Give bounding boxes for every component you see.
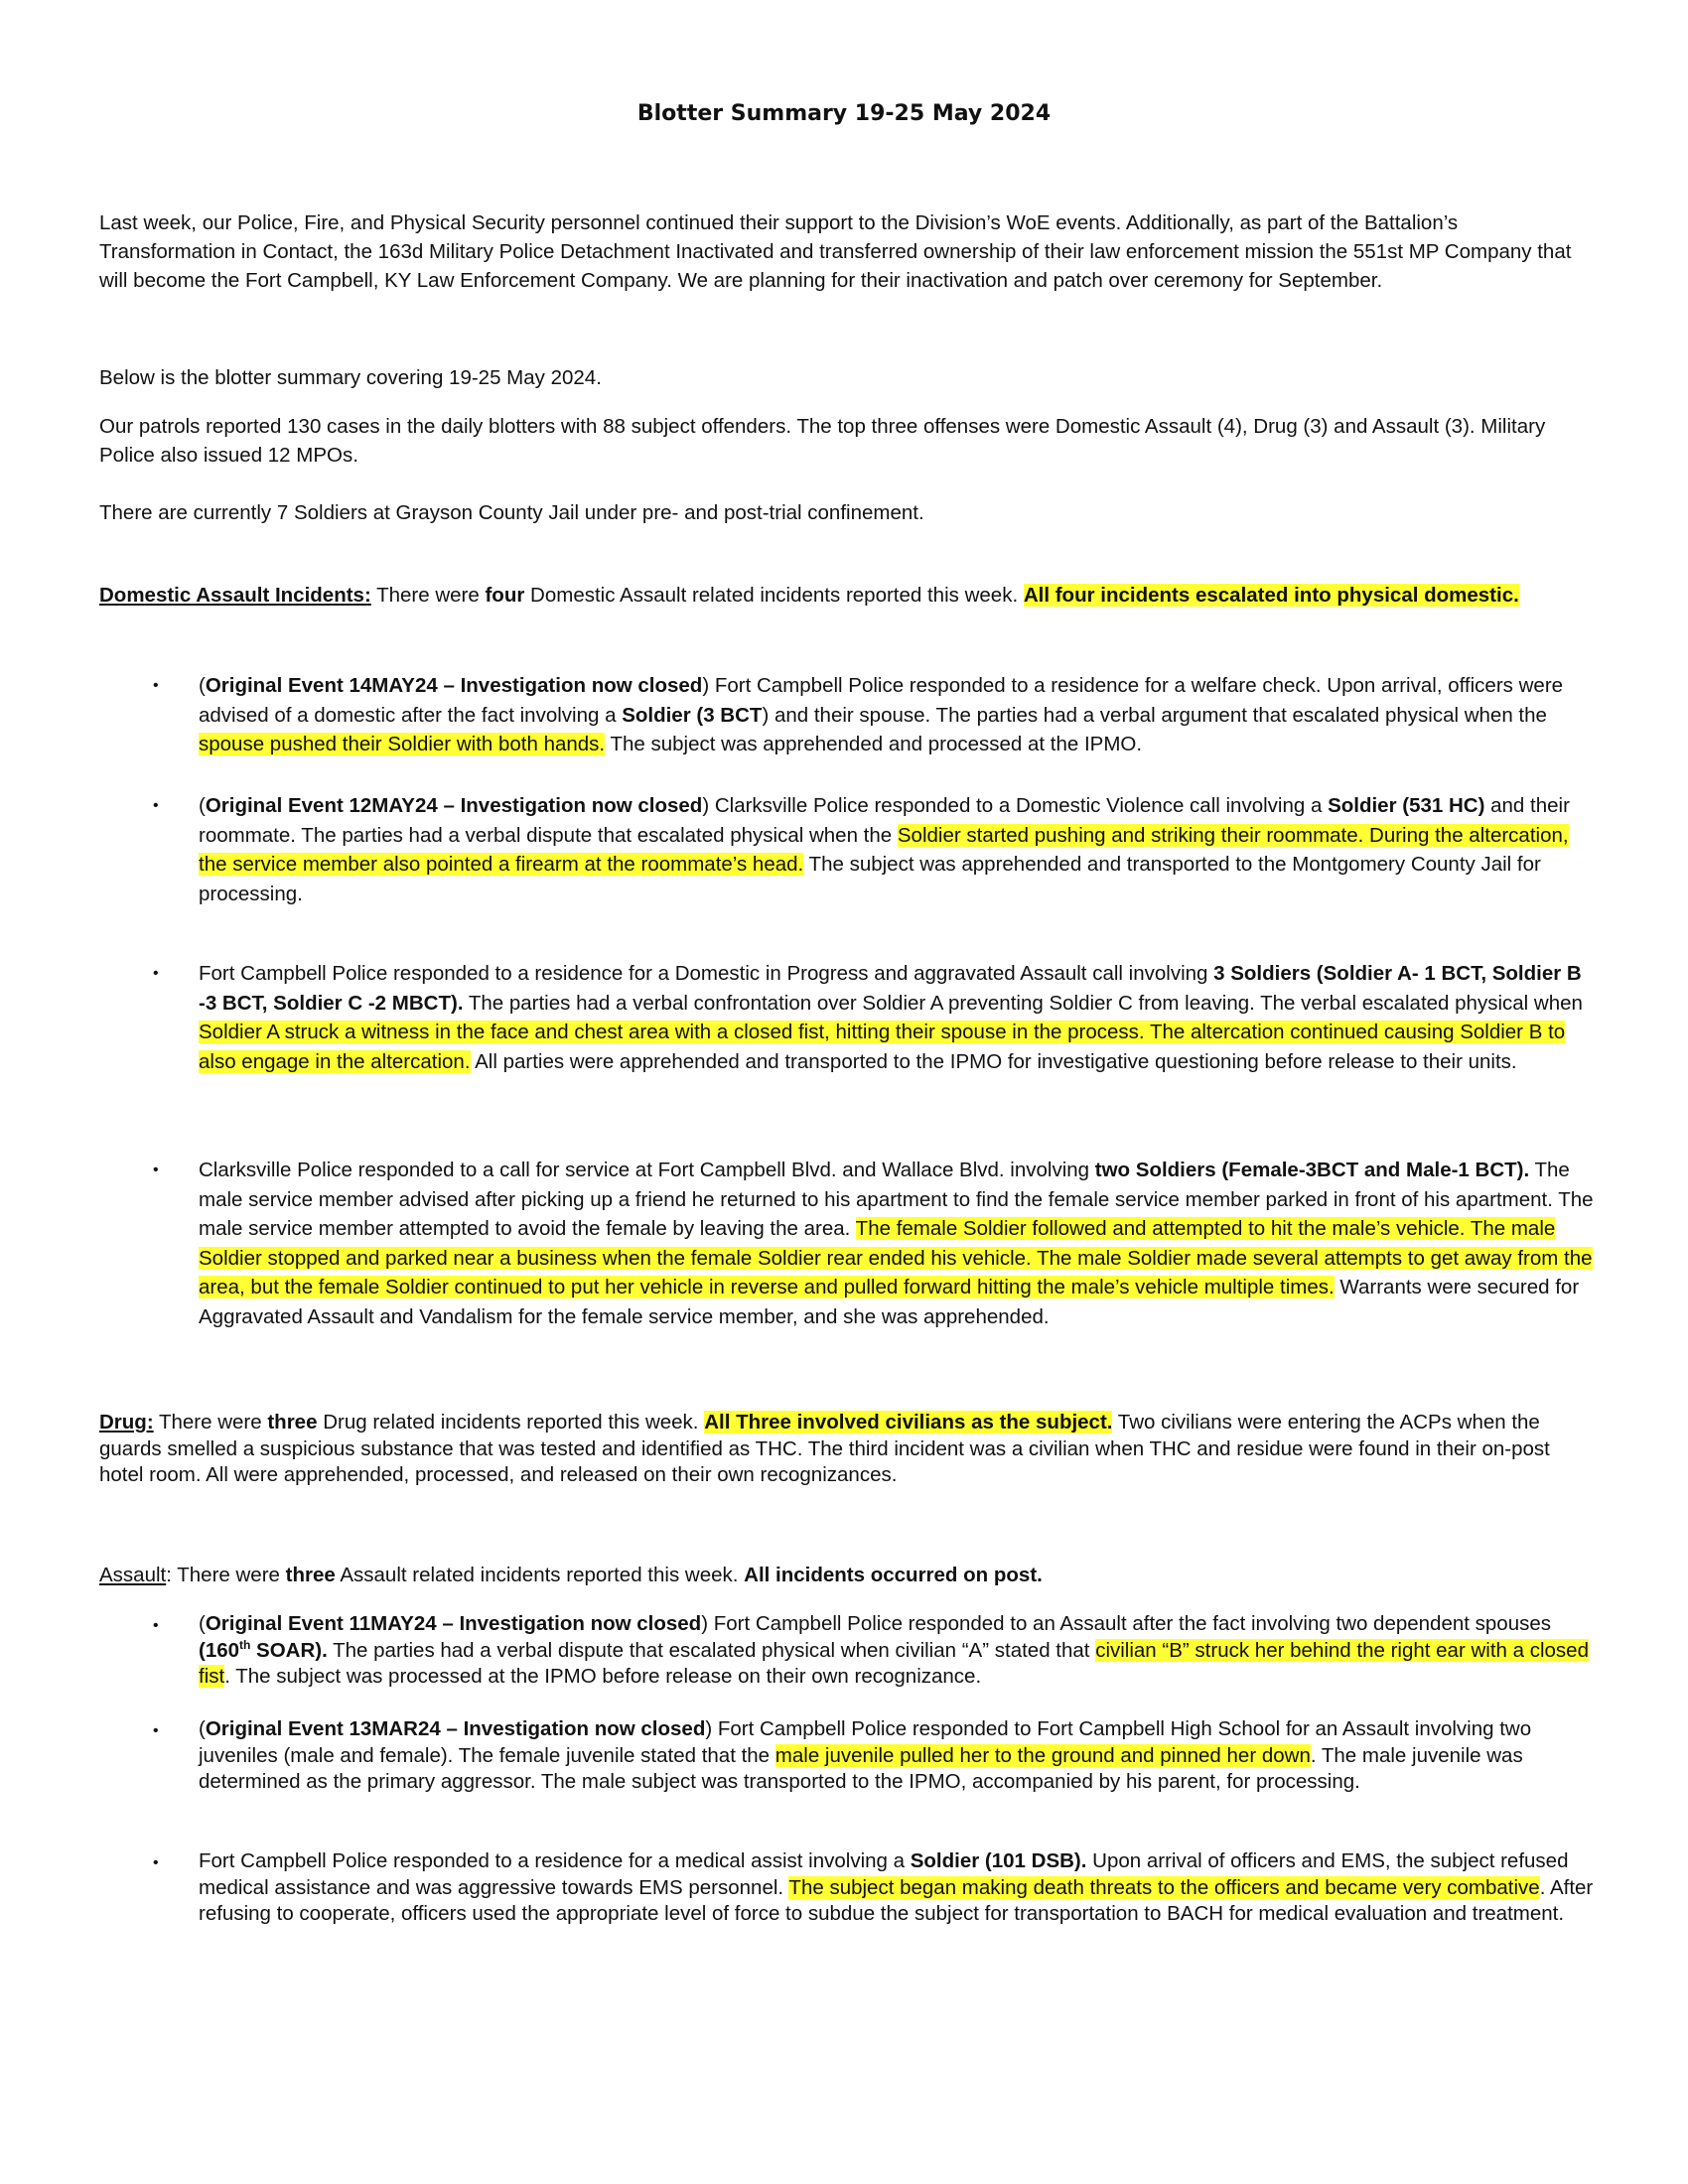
jail-paragraph: There are currently 7 Soldiers at Grayson County Jail under pre- and post-trial confinement. — [99, 501, 924, 524]
bullet-icon: • — [153, 1161, 159, 1178]
bullet-icon: • — [153, 1722, 159, 1739]
bullet-icon: • — [153, 677, 159, 694]
assault-summary: Assault: There were three Assault related incidents reported this week. All incidents occurred on post. — [99, 1564, 1043, 1586]
page-title: Blotter Summary 19-25 May 2024 — [636, 101, 1052, 126]
bullet-icon: • — [153, 1617, 159, 1634]
patrols-paragraph: Our patrols reported 130 cases in the daily blotters with 88 subject offenders. The top three offenses were Domestic Assault (4), Drug (3) and Assault (3). Military Police also issued 12 MPOs. — [99, 415, 1546, 467]
drug-heading: Drug: — [99, 1411, 154, 1433]
domestic-highlight: All four incidents escalated into physical domestic. — [1023, 584, 1519, 607]
covering-paragraph: Below is the blotter summary covering 19-25 May 2024. — [99, 366, 602, 389]
assault-heading: Assault — [99, 1564, 167, 1586]
domestic-heading: Domestic Assault Incidents: — [99, 584, 371, 607]
domestic-summary: Domestic Assault Incidents: There were four Domestic Assault related incidents reported this week. All four incidents escalated into physical domestic. — [99, 584, 1519, 607]
bullet-icon: • — [153, 965, 159, 982]
drug-summary: Drug: There were three Drug related incidents reported this week. All Three involved civilians as the subject. Two civilians were entering the ACPs when the guards smelled a suspicious substance that was tested and identified as THC. The third incident was a civilian when THC and residue were found in their on-post hotel room. All were apprehended, processed, and released on their own recognizances. — [99, 1411, 1550, 1486]
bullet-icon: • — [153, 797, 159, 814]
bullet-icon: • — [153, 1854, 159, 1871]
intro-paragraph: Last week, our Police, Fire, and Physical Security personnel continued their support to the Division’s WoE events. Additionally, as part of the Battalion’s Transformation in Contact, the 163d Military Police Detachment Inactivated and transferred ownership of their law enforcement mission the 551st MP Company that will become the Fort Campbell, KY Law Enforcement Company. We are planning for their inactivation and patch over ceremony for September. — [99, 211, 1572, 292]
drug-highlight: All Three involved civilians as the subject. — [704, 1411, 1113, 1433]
document-page: Blotter Summary 19-25 May 2024 Last week, our Police, Fire, and Physical Security personnel continued their support to the Division’s WoE events. Additionally, as part of the Battalion’s Transformation in Contact, the 163d Military Police Detachment Inactivated and transferred ownership of their law enforcement mission the 551st MP Company that will become the Fort Campbell, KY Law Enforcement Company. We are planning for their inactivation and patch over ceremony for September. Below is the blotter summary covering 19-25 May 2024. Our patrols reported 130 cases in the daily blotters with 88 subject offenders. The top three offenses were Domestic Assault (4), Drug (3) and Assault (3). Military Police also issued 12 MPOs. There are currently 7 Soldiers at Grayson County Jail under pre- and post-trial confinement. Domestic Assault Incidents: There were four Domestic Assault related incidents reported this week. All four incidents escalated into physical domestic. • (Original Event 14MAY24 – Investigation now closed) Fort Campbell Police responded to a residence for a welfare check. Upon arrival, officers were advised of a domestic after the fact involving a Soldier (3 BCT) and their spouse. The parties had a verbal argument that escalated physical when the spouse pushed their Soldier with both hands. The subject was apprehended and processed at the IPMO. • (Original Event 12MAY24 – Investigation now closed) Clarksville Police responded to a Domestic Violence call involving a Soldier (531 HC) and their roommate. The parties had a verbal dispute that escalated physical when the Soldier started pushing and striking their roommate. During the altercation, the service member also pointed a firearm at the roommate’s head. The subject was apprehended and transported to the Montgomery County Jail for processing. • Fort Campbell Police responded to a residence for a Domestic in Progress and aggravated Assault call involving 3 Soldiers (Soldier A- 1 BCT, Soldier B -3 BCT, Soldier C -2 MBCT). The parties had a verbal confrontation over Soldier A preventing Soldier C from leaving. The verbal escalated physical when Soldier A struck a witness in the face and chest area with a closed fist, hitting their spouse in the process. The altercation continued causing Soldier B to also engage in the altercation. All parties were apprehended and transported to the IPMO for investigative questioning before release to their units. • Clarksville Police responded to a call for service at Fort Campbell Blvd. and Wallace Blvd. involving two Soldiers (Female-3BCT and Male-1 BCT). The male service member advised after picking up a friend he returned to his apartment to find the female service member parked in front of his apartment. The male service member attempted to avoid the female by leaving the area. The female Soldier followed and attempted to hit the male’s vehicle. The male Soldier stopped and parked near a business when the female Soldier rear ended his vehicle. The male Soldier made several attempts to get away from the area, but the female Soldier continued to put her vehicle in reverse and pulled forward hitting the male’s vehicle multiple times. Warrants were secured for Aggravated Assault and Vandalism for the female service member, and she was apprehended. Drug: There were three Drug related incidents reported this week. All Three involved civilians as the subject. Two civilians were entering the ACPs when the guards smelled a suspicious substance that was tested and identified as THC. The third incident was a civilian when THC and residue were found in their on-post hotel room. All were apprehended, processed, and released on their own recognizances. Assault: There were three Assault related incidents reported this week. All incidents occurred on post. • (Original Event 11MAY24 – Investigation now closed) Fort Campbell Police responded to an Assault after the fact involving two dependent spouses (160th SOAR). The parties had a verbal dispute that escalated physical when civilian “A” stated that civilian “B” struck her behind the right ear with a closed fist. The subject was processed at the IPMO before release on their own recognizance. • (Original Event 13MAR24 – Investigation now closed) Fort Campbell Police responded to Fort Campbell High School for an Assault involving two juveniles (male and female). The female juvenile stated that the male juvenile pulled her to the ground and pinned her down. The male juvenile was determined as the primary aggressor. The male subject was transported to the IPMO, accompanied by his parent, for processing. • Fort Campbell Police responded to a residence for a medical assist involving a Soldier (101 DSB). Upon arrival of officers and EMS, the subject refused medical assistance and was aggressive towards EMS personnel. The subject began making death threats to the officers and became very combative. After refusing to cooperate, officers used the appropriate level of force to subdue the subject for transportation to BACH for medical evaluation and treatment. — [0, 0, 1688, 2184]
